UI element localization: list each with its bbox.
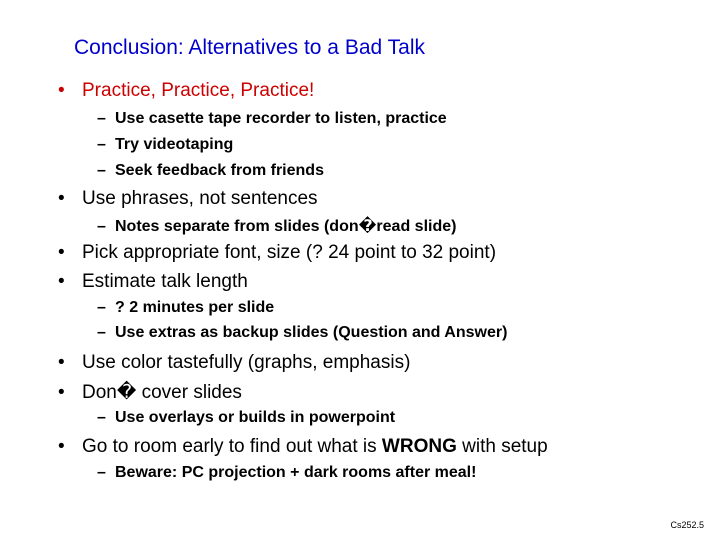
sub-bullet-extras	[97, 324, 507, 342]
sub-bullet-text: Try videotaping	[115, 136, 234, 153]
dash-marker: –	[97, 218, 106, 235]
bullet-marker: •	[58, 242, 65, 263]
sub-bullet-videotaping	[97, 136, 233, 154]
emphasis-wrong: WRONG	[381, 436, 457, 457]
bullet-text-before: Go to room early to find out what is	[82, 436, 382, 457]
bullet-marker: •	[58, 271, 65, 292]
bullet-text: Use phrases, not sentences	[82, 188, 318, 209]
bullet-color	[58, 352, 410, 374]
sub-bullet-text: Notes separate from slides (don�read slide)	[115, 218, 457, 235]
bullet-cover-slides	[58, 381, 242, 404]
sub-bullet-tape-recorder	[97, 110, 447, 128]
bullet-text-after: with setup	[456, 436, 548, 457]
dash-marker: –	[97, 299, 106, 316]
sub-bullet-feedback	[97, 162, 324, 180]
bullet-marker: •	[58, 382, 65, 403]
bullet-marker: •	[58, 188, 65, 209]
sub-bullet-text: ? 2 minutes per slide	[115, 299, 275, 316]
bullet-text: Don� cover slides	[82, 382, 242, 403]
bullet-marker: •	[58, 80, 65, 101]
bullet-practice	[58, 80, 314, 102]
bullet-marker: •	[58, 352, 65, 373]
sub-bullet-text: Use casette tape recorder to listen, practice	[115, 110, 447, 127]
bullet-room-early	[58, 436, 548, 458]
bullet-talk-length	[58, 271, 248, 293]
dash-marker: –	[97, 324, 106, 341]
dash-marker: –	[97, 464, 106, 481]
sub-bullet-text: Seek feedback from friends	[115, 162, 324, 179]
sub-bullet-overlays	[97, 409, 395, 427]
dash-marker: –	[97, 162, 106, 179]
sub-bullet-text: Beware: PC projection + dark rooms after meal!	[115, 464, 477, 481]
sub-bullet-minutes	[97, 299, 274, 317]
bullet-phrases	[58, 188, 318, 210]
sub-bullet-beware	[97, 464, 476, 482]
dash-marker: –	[97, 409, 106, 426]
dash-marker: –	[97, 136, 106, 153]
sub-bullet-notes	[97, 216, 456, 236]
bullet-marker: •	[58, 436, 65, 457]
sub-bullet-text: Use overlays or builds in powerpoint	[115, 409, 396, 426]
slide-footer: Cs252.5	[670, 520, 704, 530]
bullet-text: Estimate talk length	[82, 271, 248, 292]
bullet-font	[58, 242, 496, 264]
dash-marker: –	[97, 110, 106, 127]
slide-title: Conclusion: Alternatives to a Bad Talk	[74, 36, 425, 59]
sub-bullet-text: Use extras as backup slides (Question and Answer)	[115, 324, 508, 341]
bullet-text: Use color tastefully (graphs, emphasis)	[82, 352, 411, 373]
bullet-text: Practice, Practice, Practice!	[82, 80, 315, 101]
bullet-text: Pick appropriate font, size (? 24 point to 32 point)	[82, 242, 497, 263]
